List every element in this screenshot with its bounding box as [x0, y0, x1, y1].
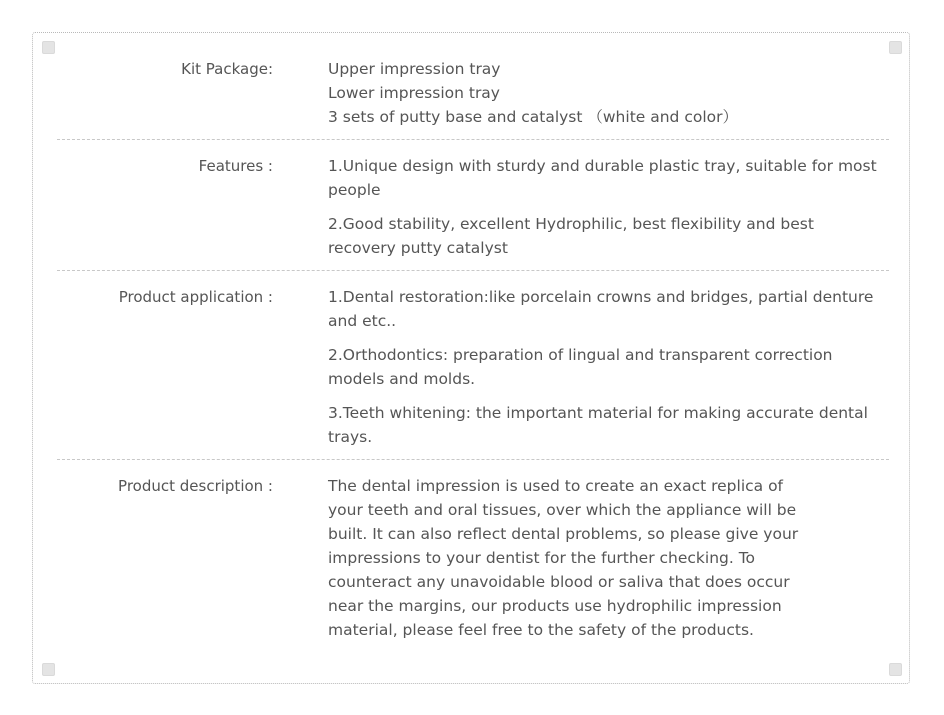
application-item: 2.Orthodontics: preparation of lingual and transparent correction models and molds.: [328, 346, 833, 388]
kit-item: Lower impression tray: [328, 84, 500, 102]
features-row: [57, 139, 889, 270]
description-text: The dental impression is used to create an exact replica of your teeth and oral tissues, over which the appliance will be built. It can also reflect dental problems, so please give your impressions to your dentist for the further checking. To counteract any unavoidable blood or saliva that does occur near the margins, our products use hydrophilic impression material, please feel free to the safety of the products.: [328, 477, 799, 639]
corner-handle-bottom-right: [889, 663, 902, 676]
application-item: 3.Teeth whitening: the important material for making accurate dental trays.: [328, 404, 868, 446]
kit-package-label: Kit Package:: [181, 60, 273, 78]
application-value: [328, 285, 878, 449]
product-spec-card: [32, 32, 910, 684]
kit-package-row: [57, 53, 889, 139]
description-row: [57, 459, 889, 652]
description-label: Product description :: [118, 477, 273, 495]
features-value: [328, 154, 878, 260]
features-label: Features :: [198, 157, 273, 175]
kit-item: Upper impression tray: [328, 60, 501, 78]
application-item: 1.Dental restoration:like porcelain crowns and bridges, partial denture and etc..: [328, 288, 874, 330]
kit-package-value: [328, 57, 878, 129]
application-label: Product application :: [118, 288, 273, 306]
corner-handle-top-right: [889, 41, 902, 54]
kit-item: 3 sets of putty base and catalyst （white and color）: [328, 108, 738, 126]
feature-item: 1.Unique design with sturdy and durable plastic tray, suitable for most people: [328, 157, 877, 199]
corner-handle-bottom-left: [42, 663, 55, 676]
application-row: [57, 270, 889, 459]
corner-handle-top-left: [42, 41, 55, 54]
feature-item: 2.Good stability, excellent Hydrophilic, best flexibility and best recovery putty catalyst: [328, 215, 814, 257]
spec-table: [57, 53, 889, 652]
